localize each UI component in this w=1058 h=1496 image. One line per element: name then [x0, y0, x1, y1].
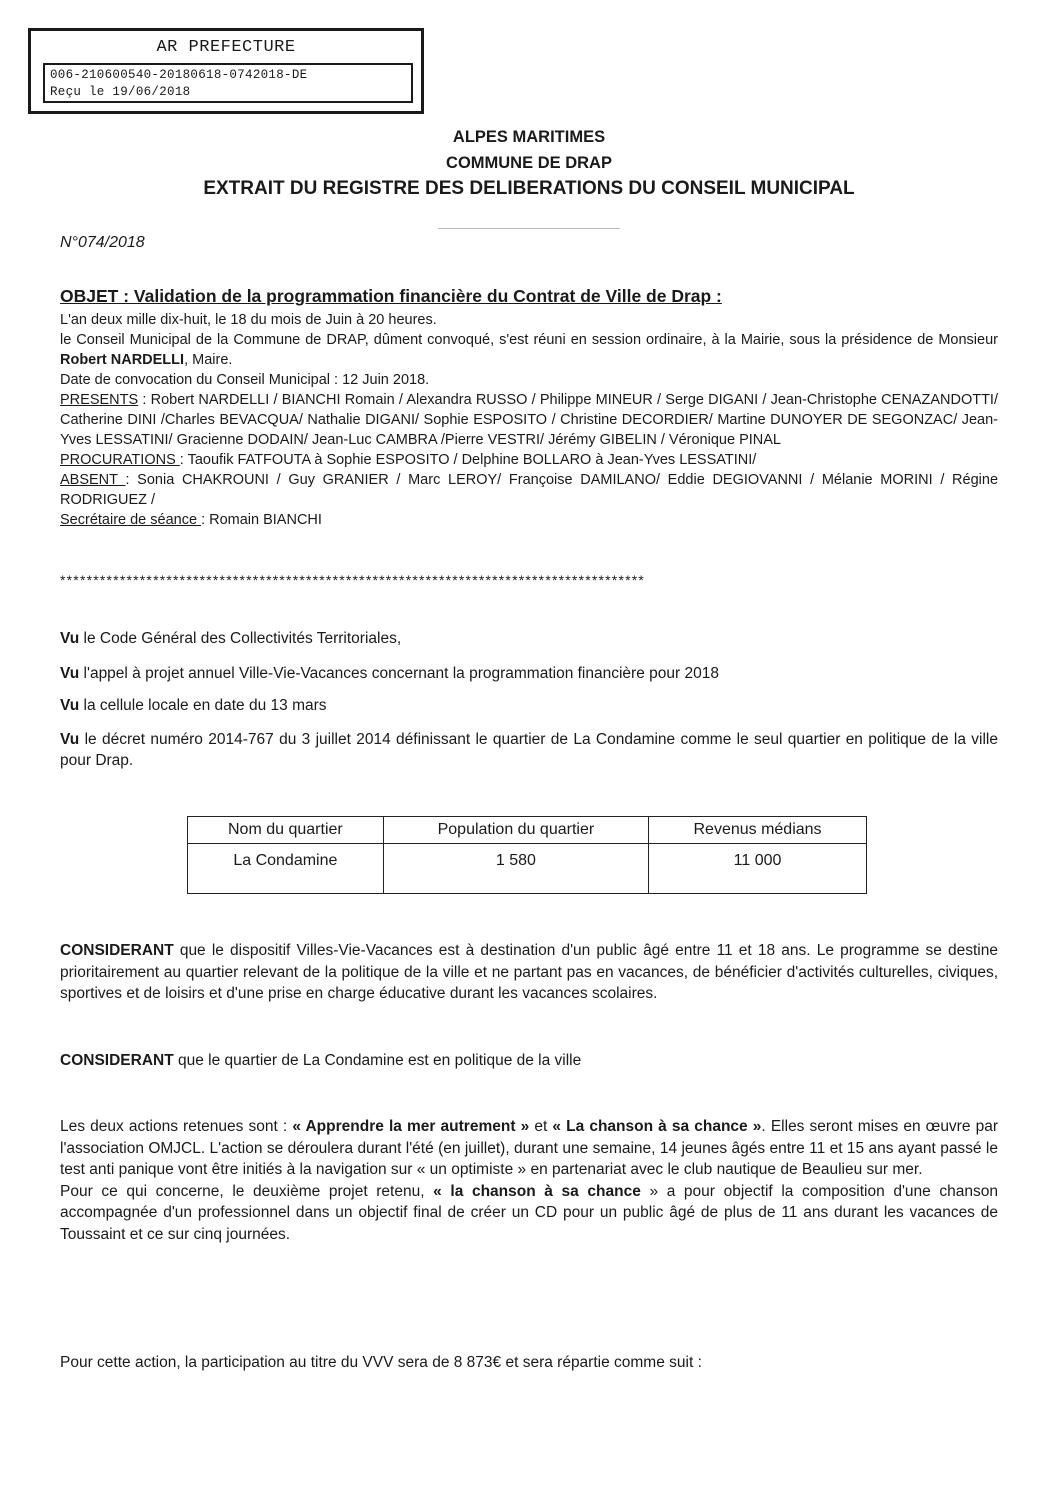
- secretary-label: Secrétaire de séance: [60, 512, 202, 528]
- header-register-title: EXTRAIT DU REGISTRE DES DELIBERATIONS DU CONSEIL MUNICIPAL: [203, 178, 855, 199]
- stamp-inner-box: [43, 63, 413, 103]
- considerant-paragraph: CONSIDERANT que le quartier de La Condamine est en politique de la ville: [60, 1052, 582, 1069]
- procurations-list: PROCURATIONS : Taoufik FATFOUTA à Sophie ESPOSITO / Delphine BOLLARO à Jean-Yves LESSATINI/: [60, 452, 757, 468]
- stamp-title: AR PREFECTURE: [156, 38, 296, 57]
- table-header-cell: Population du quartier: [383, 817, 648, 844]
- table-cell: 11 000: [649, 844, 867, 894]
- session-convocation-text: le Conseil Municipal de la Commune de DRAP, dûment convoqué, s'est réuni en session ordinaire, à la Mairie, sous la présidence de Monsieur Robert NARDELLI, Maire.: [60, 332, 998, 368]
- vu-item: Vu l'appel à projet annuel Ville-Vie-Vacances concernant la programmation financière pour 2018: [60, 665, 719, 682]
- table-cell: La Condamine: [188, 844, 384, 894]
- convocation-date: Date de convocation du Conseil Municipal : 12 Juin 2018.: [60, 372, 430, 388]
- table-header-cell: Revenus médians: [649, 817, 867, 844]
- actions-description: Les deux actions retenues sont : « Apprendre la mer autrement » et « La chanson à sa chance ». Elles seront mises en œuvre par l'association OMJCL. L'action se déroulera durant l'été (en juillet), durant une semaine, 14 jeunes âgés entre 11 et 15 ans ayant passé le test anti panique vont être initiés à la navigation sur « un optimiste » en partenariat avec le club nautique de Beaulieu sur mer.: [60, 1118, 998, 1178]
- vu-item: Vu le décret numéro 2014-767 du 3 juillet 2014 définissant le quartier de La Condamine comme le seul quartier en politique de la ville pour Drap.: [60, 731, 998, 769]
- header-divider: [438, 228, 620, 229]
- table-header-row: [188, 817, 867, 844]
- considerant-paragraph: CONSIDERANT que le dispositif Villes-Vie-Vacances est à destination d'un public âgé entre 11 et 18 ans. Le programme se destine prioritairement au quartier relevant de la politique de la ville et ne partant pas en vacances, de bénéficier d'activités culturelles, civiques, sportives et de loisirs et d'une prise en charge éducative durant les vacances scolaires.: [60, 942, 998, 1002]
- absent-list: ABSENT : Sonia CHAKROUNI / Guy GRANIER / Marc LEROY/ Françoise DAMILANO/ Eddie DEGIOVANNI / Mélanie MORINI / Régine RODRIGUEZ /: [60, 472, 999, 508]
- table-header-cell: Nom du quartier: [188, 817, 384, 844]
- subject-line: OBJET : Validation de la programmation financière du Contrat de Ville de Drap :: [60, 286, 722, 306]
- vu-item: Vu la cellule locale en date du 13 mars: [60, 697, 327, 714]
- absent-label: ABSENT: [60, 472, 126, 488]
- session-date: L'an deux mille dix-huit, le 18 du mois de Juin à 20 heures.: [60, 312, 437, 328]
- stamp-received: Reçu le 19/06/2018: [50, 85, 191, 99]
- header-department: ALPES MARITIMES: [452, 128, 606, 146]
- district-table: [187, 816, 867, 894]
- deliberation-number: N°074/2018: [60, 234, 145, 251]
- header-commune: COMMUNE DE DRAP: [446, 154, 612, 172]
- presents-label: PRESENTS: [60, 392, 139, 408]
- session-details: [60, 310, 998, 530]
- participation-line: Pour cette action, la participation au titre du VVV sera de 8 873€ et sera répartie comme suit :: [60, 1354, 702, 1371]
- stamp-id: 006-210600540-20180618-0742018-DE: [50, 68, 308, 82]
- procurations-label: PROCURATIONS: [60, 452, 180, 468]
- actions-paragraph: [60, 1116, 998, 1245]
- secretary-line: Secrétaire de séance : Romain BIANCHI: [60, 512, 322, 528]
- presents-list: PRESENTS : Robert NARDELLI / BIANCHI Romain / Alexandra RUSSO / Philippe MINEUR / Serge DIGANI / Jean-Christophe CENAZANDOTTI/ Catherine DINI /Charles BEVACQUA/ Nathalie DIGANI/ Sophie ESPOSITO / Christine DECORDIER/ Martine DUNOYER DE SEGONZAC/ Jean-Yves LESSATINI/ Gracienne DODAIN/ Jean-Luc CAMBRA /Pierre VESTRI/ Jérémy GIBELIN / Véronique PINAL: [60, 392, 998, 448]
- table-cell: 1 580: [383, 844, 648, 894]
- vu-item: Vu le Code Général des Collectivités Territoriales,: [60, 630, 402, 647]
- prefecture-stamp: [28, 28, 424, 114]
- second-project-description: Pour ce qui concerne, le deuxième projet retenu, « la chanson à sa chance » a pour objectif la composition d'une chanson accompagnée d'un professionnel dans un objectif final de créer un CD pour un public âgé de plus de 11 ans durant les vacances de Toussaint et ce sur cinq journées.: [60, 1182, 998, 1243]
- table-row: [188, 844, 867, 894]
- separator-stars: ****************************************************************************************: [60, 572, 646, 588]
- mayor-name: Robert NARDELLI: [60, 352, 185, 368]
